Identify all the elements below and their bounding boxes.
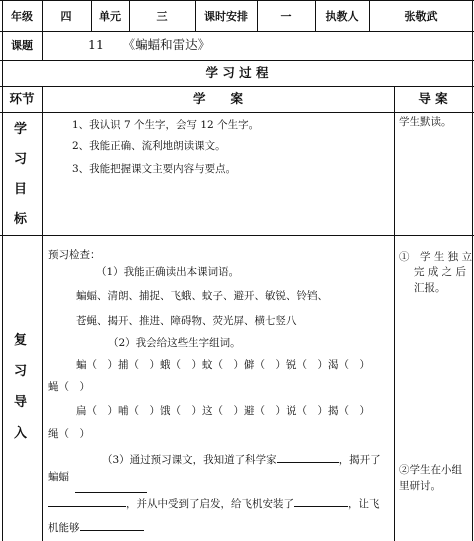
header-sep-3 [129,0,130,31]
guide-column-header: 导 案 [418,91,448,106]
review-guide-2-line-1: ②学生在小组 [399,464,462,476]
question-3-line-1 [102,452,381,466]
goal-item-3: 3、我能把握课文主要内容与要点。 [72,163,237,175]
goals-stage-char-1: 学 [14,122,28,137]
word-group-line-2-wrap: 绳（ ） [48,428,90,440]
fill-blank-line-start [48,496,126,507]
header-sep-7 [369,0,370,31]
review-guide-1-line-3: 汇报。 [414,282,446,294]
question-3-text-b: ，揭开了 [338,454,381,466]
word-group-line-1: 蝙（ ）捕（ ）蛾（ ）蚊（ ）僻（ ）锐（ ）渴（ ） [76,359,370,371]
goals-stage-char-4: 标 [14,212,28,227]
word-group-line-1-wrap: 蝇（ ） [48,381,90,393]
header-sep-2 [91,0,92,31]
review-stage-char-4: 入 [14,426,28,441]
question-3-text-a: （3）通过预习课文，我知道了科学家 [102,454,277,466]
vocab-line-1: 蝙蝠、清朗、捕捉、飞蛾、蚊子、避开、敏锐、铃铛、 [76,290,328,302]
goal-item-1: 1、我认识 7 个生字，会写 12 个生字。 [72,119,260,131]
topic-label: 课题 [11,39,33,52]
row-line-2 [0,60,474,61]
row-line-4 [0,112,474,113]
word-group-line-2: 扁（ ）哺（ ）饿（ ）这（ ）避（ ）说（ ）揭（ ） [76,405,370,417]
col-line-left [2,0,3,541]
fill-blank-bat-secret [75,482,147,493]
header-sep-1 [42,0,43,60]
border-top [0,0,474,1]
preview-heading: 预习检查： [48,249,101,261]
teacher-label: 执教人 [325,10,359,23]
row-line-5 [0,235,474,236]
vocab-line-2: 苍蝇、揭开、推进、障碍物、荧光屏、横七竖八 [76,315,297,327]
question-2: （2）我会给这些生字组词。 [108,337,241,349]
body-sep-guide [394,86,395,541]
fill-blank-device [294,496,348,507]
goals-stage-char-2: 习 [14,152,28,167]
question-1: （1）我能正确读出本课词语。 [96,266,240,278]
header-sep-5 [257,0,258,31]
review-guide-1-line-1: ① 学 生 独 立 [399,251,473,263]
question-3-line-4 [48,520,144,534]
review-guide-2-line-2: 里研讨。 [399,480,441,492]
col-line-right [472,0,473,541]
row-line-1 [0,31,474,32]
fill-blank-scientist [277,452,339,463]
question-3-text-f: 机能够 [48,522,80,534]
stage-column-header: 环节 [9,91,35,106]
question-3-text-d: ，并从中受到了启发，给飞机安装了 [126,498,294,510]
review-stage-char-2: 习 [14,364,28,379]
teacher-value: 张敬武 [404,10,438,23]
goal-item-2: 2、我能正确、流利地朗读课文。 [72,140,226,152]
question-3-line-2 [48,472,69,483]
review-stage-char-3: 导 [14,395,28,410]
question-3-text-c: 蝙蝠 [48,471,69,483]
topic-value: 11 《蝙蝠和雷达》 [88,37,211,52]
period-value: 一 [280,10,292,23]
row-line-3 [0,86,474,87]
unit-value: 三 [156,10,168,23]
period-label: 课时安排 [204,10,248,23]
goals-guide-note: 学生默读。 [399,116,452,128]
question-3-line-3 [48,496,380,510]
grade-label: 年级 [11,10,33,23]
grade-value: 四 [60,10,72,23]
question-3-text-e: ，让飞 [348,498,380,510]
body-sep-stage [42,86,43,541]
goals-stage-char-3: 目 [14,182,28,197]
fill-blank-ability [80,520,144,531]
plan-column-header: 学 案 [192,91,244,106]
header-sep-6 [315,0,316,31]
process-title: 学 习 过 程 [205,65,269,80]
unit-label: 单元 [99,10,121,23]
review-stage-char-1: 复 [14,333,28,348]
review-guide-1-line-2: 完 成 之 后 [414,266,467,278]
header-sep-4 [195,0,196,31]
